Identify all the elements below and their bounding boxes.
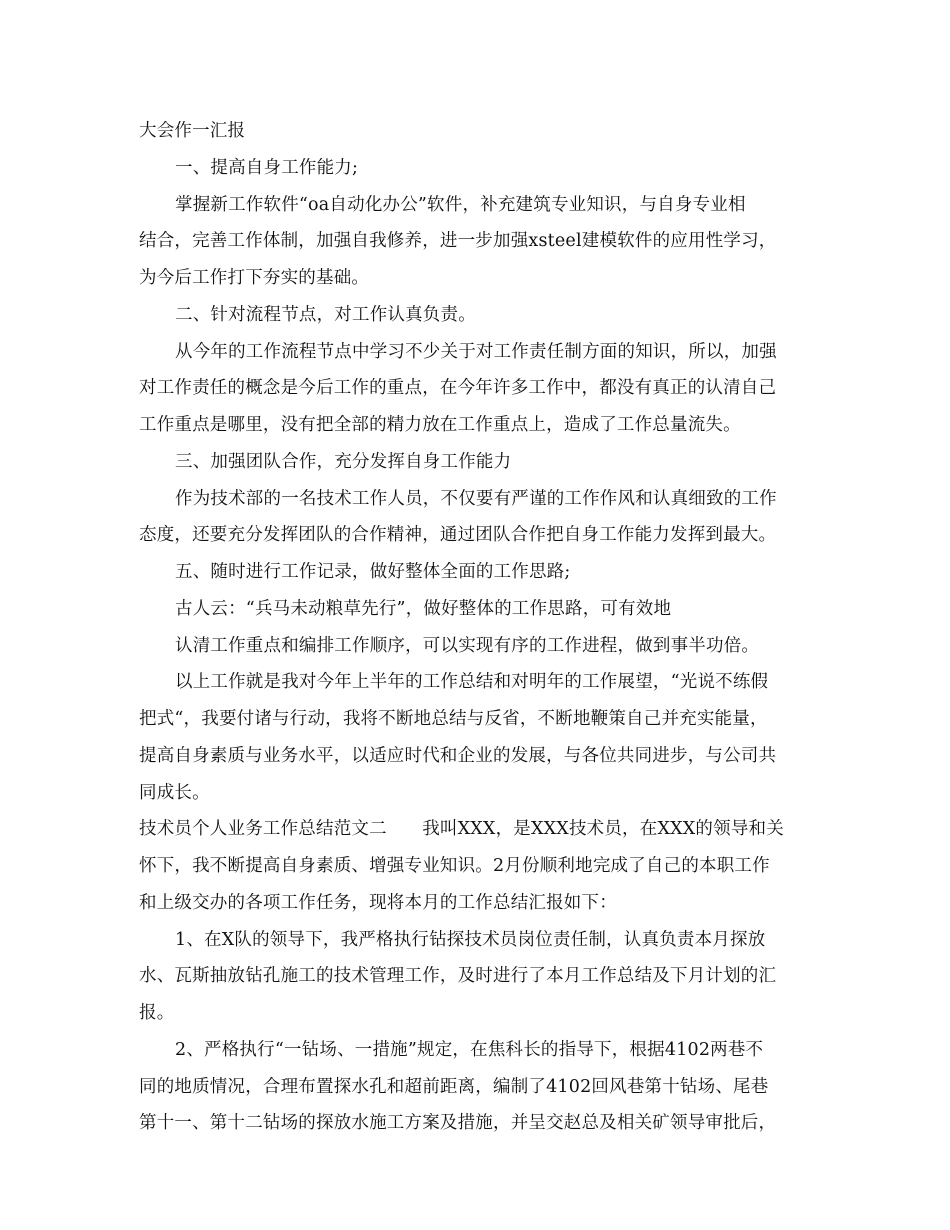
text-line: 同的地质情况，合理布置探水孔和超前距离，编制了4102回风巷第十钻场、尾巷 xyxy=(139,1077,769,1097)
text-line: 为今后工作打下夯实的基础。 xyxy=(139,268,370,288)
section-heading: 一、提高自身工作能力; xyxy=(175,158,359,178)
section-heading: 二、针对流程节点，对工作认真负责。 xyxy=(175,305,476,325)
section-heading: 三、加强团队合作，充分发挥自身工作能力 xyxy=(175,452,512,472)
text-line: 同成长。 xyxy=(139,783,210,803)
text-line: 从今年的工作流程节点中学习不少关于对工作责任制方面的知识，所以，加强 xyxy=(175,342,777,362)
text-line: 1、在X队的领导下，我严格执行钻探技术员岗位责任制，认真负责本月探放 xyxy=(175,930,766,950)
text-line: 2、严格执行“一钻场、一措施”规定，在焦科长的指导下，根据4102两巷不 xyxy=(175,1040,764,1060)
text-line: 态度，还要充分发挥团队的合作精神，通过团队合作把自身工作能力发挥到最大。 xyxy=(139,525,777,545)
text-line: 和上级交办的各项工作任务，现将本月的工作总结汇报如下： xyxy=(139,893,617,913)
text-line: 掌握新工作软件“oa自动化办公”软件，补充建筑专业知识，与自身专业相 xyxy=(175,195,746,215)
text-line: 水、瓦斯抽放钻孔施工的技术管理工作，及时进行了本月工作总结及下月计划的汇 xyxy=(139,966,777,986)
text-line: 对工作责任的概念是今后工作的重点，在今年许多工作中，都没有真正的认清自己 xyxy=(139,378,777,398)
text-line: 作为技术部的一名技术工作人员，不仅要有严谨的工作作风和认真细致的工作 xyxy=(175,489,777,509)
section-heading: 五、随时进行工作记录，做好整体全面的工作思路; xyxy=(175,562,571,582)
text-line: 报。 xyxy=(139,1003,175,1023)
text-line: 工作重点是哪里，没有把全部的精力放在工作重点上，造成了工作总量流失。 xyxy=(139,415,741,435)
text-line: 第十一、第十二钻场的探放水施工方案及措施，并呈交赵总及相关矿领导审批后， xyxy=(139,1113,777,1133)
text-line: 大会作一汇报 xyxy=(139,121,246,141)
text-line: 提高自身素质与业务水平，以适应时代和企业的发展，与各位共同进步，与公司共 xyxy=(139,746,777,766)
text-line: 认清工作重点和编排工作顺序，可以实现有序的工作进程，做到事半功倍。 xyxy=(175,636,760,656)
text-line: 以上工作就是我对今年上半年的工作总结和对明年的工作展望，“光说不练假 xyxy=(175,672,769,692)
text-line: 古人云：“兵马未动粮草先行”，做好整体的工作思路，可有效地 xyxy=(175,599,672,619)
text-line: 结合，完善工作体制，加强自我修养，进一步加强xsteel建模软件的应用性学习， xyxy=(139,231,777,251)
text-line: 把式“，我要付诸与行动，我将不断地总结与反省，不断地鞭策自己并充实能量， xyxy=(139,709,768,729)
text-line: 技术员个人业务工作总结范文二 我叫XXX，是XXX技术员，在XXX的领导和关 xyxy=(139,819,784,839)
text-line: 怀下，我不断提高自身素质、增强专业知识。2月份顺利地完成了自己的本职工作 xyxy=(139,856,770,876)
